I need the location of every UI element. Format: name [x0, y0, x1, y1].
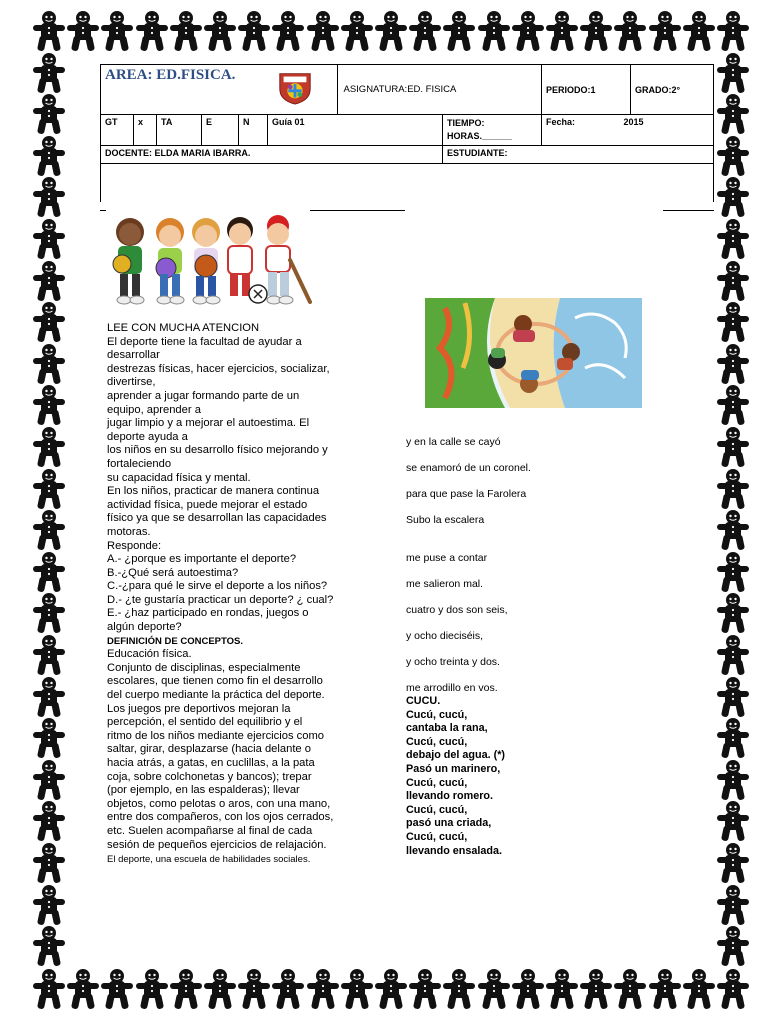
gingerbread-man-icon — [716, 52, 750, 94]
gingerbread-man-icon — [169, 968, 203, 1010]
guia-cell — [268, 115, 443, 146]
text-line: su capacidad física y mental. — [107, 471, 251, 484]
gingerbread-man-icon — [374, 968, 408, 1010]
ta-cell — [157, 115, 202, 146]
gingerbread-man-icon — [306, 968, 340, 1010]
text-line: divertirse, — [107, 376, 156, 389]
gingerbread-man-icon — [613, 10, 647, 52]
poem-line: y en la calle se cayó — [406, 436, 501, 448]
poem-line: para que pase la Farolera — [406, 488, 527, 500]
gingerbread-man-icon — [32, 218, 66, 260]
children-dancing-circle-illustration — [425, 298, 642, 408]
text-line: A.- ¿porque es importante el deporte? — [107, 553, 297, 566]
gingerbread-man-icon — [716, 676, 750, 718]
gingerbread-man-icon — [716, 968, 750, 1010]
text-line: C.-¿para qué le sirve el deporte a los niños? — [107, 580, 328, 593]
gingerbread-man-icon — [716, 301, 750, 343]
poem-line: y ocho treinta y dos. — [406, 656, 500, 668]
gingerbread-man-icon — [66, 10, 100, 52]
text-line: hacia atrás, a gatas, en cuclillas, a la pata — [107, 757, 315, 769]
text-line: Los juegos pre deportivos mejoran la — [107, 702, 291, 715]
gingerbread-man-icon — [648, 968, 682, 1010]
gingerbread-man-icon — [340, 10, 374, 52]
asignatura-cell — [337, 65, 542, 115]
gingerbread-man-icon — [169, 10, 203, 52]
footer-line: El deporte, una escuela de habilidades sociales. — [107, 854, 311, 866]
header-table — [100, 64, 714, 202]
gingerbread-man-icon — [716, 468, 750, 510]
gingerbread-man-icon — [716, 426, 750, 468]
gingerbread-man-icon — [477, 10, 511, 52]
gingerbread-man-icon — [271, 968, 305, 1010]
gingerbread-man-icon — [442, 968, 476, 1010]
text-line: LEE CON MUCHA ATENCION — [107, 322, 260, 334]
gingerbread-man-icon — [716, 509, 750, 551]
gingerbread-man-icon — [477, 968, 511, 1010]
song-line: Cucú, cucú, — [406, 735, 468, 748]
gingerbread-man-icon — [716, 343, 750, 385]
year-label: 2015 — [623, 117, 644, 127]
gingerbread-man-icon — [66, 968, 100, 1010]
gingerbread-man-icon — [32, 592, 66, 634]
n-cell — [239, 115, 268, 146]
gingerbread-man-icon — [32, 759, 66, 801]
gingerbread-man-icon — [100, 10, 134, 52]
poem-line: me arrodillo en vos. — [406, 682, 498, 694]
text-line: (por ejemplo, en las espalderas); llevar — [107, 784, 300, 797]
poem-line: me puse a contar — [406, 552, 488, 564]
gingerbread-man-icon — [237, 10, 271, 52]
text-line: saltar, girar, desplazarse (hacia delante o — [107, 743, 311, 756]
text-line: etc. Suelen acompañarse al final de cada — [107, 824, 313, 837]
gingerbread-man-icon — [32, 634, 66, 676]
gingerbread-man-icon — [716, 759, 750, 801]
blank-cell — [101, 164, 714, 202]
text-line: En los niños, practicar de manera continua — [107, 485, 320, 498]
area-title: AREA: ED.FISICA. — [105, 67, 236, 83]
text-line: actividad física, puede mejorar el estado — [107, 498, 308, 511]
gingerbread-man-icon — [716, 10, 750, 52]
song-line: pasó una criada, — [406, 817, 492, 830]
gingerbread-man-icon — [32, 10, 66, 52]
song-line: cantaba la rana, — [406, 722, 488, 735]
gingerbread-man-icon — [545, 10, 579, 52]
gt-cell — [101, 115, 134, 146]
kids-sports-illustration — [106, 210, 312, 308]
tiempo-cell — [442, 115, 541, 146]
grado-label: GRADO:2° — [635, 84, 681, 95]
text-line: aprender a jugar formando parte de un — [107, 389, 300, 402]
text-line: deporte ayuda a — [107, 430, 188, 443]
song-line: Cucú, cucú, — [406, 803, 468, 816]
gingerbread-man-icon — [579, 10, 613, 52]
gingerbread-man-icon — [32, 884, 66, 926]
gingerbread-man-icon — [32, 468, 66, 510]
gingerbread-man-icon — [32, 676, 66, 718]
gingerbread-man-icon — [374, 10, 408, 52]
gingerbread-man-icon — [32, 509, 66, 551]
gingerbread-man-icon — [716, 634, 750, 676]
gingerbread-man-icon — [682, 10, 716, 52]
periodo-label: PERIODO:1 — [546, 84, 596, 95]
gingerbread-man-icon — [203, 10, 237, 52]
gingerbread-man-icon — [306, 10, 340, 52]
ta-label: TA — [161, 117, 173, 127]
grado-cell — [631, 65, 714, 115]
gingerbread-man-icon — [716, 842, 750, 884]
gingerbread-man-icon — [32, 842, 66, 884]
gingerbread-man-icon — [32, 176, 66, 218]
text-line: objetos, como pelotas o aros, con una mano, — [107, 797, 331, 810]
text-line: Responde: — [107, 539, 162, 552]
gingerbread-man-icon — [32, 968, 66, 1010]
x-cell — [134, 115, 157, 146]
song-line: debajo del agua. (*) — [406, 749, 505, 762]
gingerbread-man-icon — [716, 884, 750, 926]
poem-line: cuatro y dos son seis, — [406, 604, 508, 616]
gingerbread-man-icon — [32, 93, 66, 135]
divider — [310, 210, 405, 211]
text-line: El deporte tiene la facultad de ayudar a — [107, 335, 302, 348]
gingerbread-man-icon — [32, 135, 66, 177]
gingerbread-man-icon — [716, 717, 750, 759]
estudiante-cell — [442, 146, 713, 164]
gingerbread-man-icon — [716, 260, 750, 302]
section-subheading: DEFINICIÓN DE CONCEPTOS. — [107, 635, 244, 647]
poem-line: se enamoró de un coronel. — [406, 462, 531, 474]
divider — [663, 210, 714, 211]
text-line: escolares, que tienen como fin el desarrollo — [107, 675, 323, 688]
gt-label: GT — [105, 117, 118, 127]
gingerbread-man-icon — [511, 968, 545, 1010]
left-text-column — [107, 322, 365, 867]
text-line: equipo, aprender a — [107, 403, 201, 416]
poem-line: me salieron mal. — [406, 578, 484, 590]
text-line: D.- ¿te gustaría practicar un deporte? ¿ cual? — [107, 593, 334, 606]
gingerbread-man-icon — [716, 93, 750, 135]
horas-label: HORAS.______ — [446, 131, 513, 141]
text-line: del cuerpo mediante la práctica del deporte. — [107, 689, 325, 702]
poem-line: y ocho dieciséis, — [406, 630, 484, 642]
text-line: ritmo de los niños mediante ejercicios como — [107, 729, 325, 742]
gingerbread-man-icon — [545, 968, 579, 1010]
text-line: sesión de pequeños ejercicios de relajación. — [107, 838, 327, 851]
gingerbread-man-icon — [271, 10, 305, 52]
text-line: motoras. — [107, 525, 151, 538]
gingerbread-man-icon — [32, 384, 66, 426]
text-line: B.-¿Qué será autoestima? — [107, 566, 239, 579]
gingerbread-man-icon — [340, 968, 374, 1010]
text-line: desarrollar — [107, 349, 160, 362]
gingerbread-man-icon — [716, 384, 750, 426]
gingerbread-man-icon — [135, 968, 169, 1010]
fecha-label: Fecha: — [545, 117, 575, 127]
text-line: los niños en su desarrollo físico mejorando y — [107, 444, 328, 457]
gingerbread-man-icon — [203, 968, 237, 1010]
gingerbread-man-icon — [682, 968, 716, 1010]
poem-line: Subo la escalera — [406, 514, 485, 526]
gingerbread-man-icon — [511, 10, 545, 52]
gingerbread-man-icon — [32, 52, 66, 94]
gingerbread-man-icon — [408, 968, 442, 1010]
gingerbread-man-icon — [716, 551, 750, 593]
text-line: físico ya que se desarrollan las capacidades — [107, 512, 327, 525]
n-label: N — [243, 117, 250, 127]
gingerbread-man-icon — [237, 968, 271, 1010]
gingerbread-man-icon — [408, 10, 442, 52]
x-label: x — [138, 117, 144, 127]
gingerbread-man-icon — [648, 10, 682, 52]
gingerbread-man-icon — [716, 176, 750, 218]
text-line: E.- ¿haz participado en rondas, juegos o — [107, 607, 309, 620]
docente-cell — [101, 146, 443, 164]
gingerbread-man-icon — [32, 800, 66, 842]
gingerbread-man-icon — [32, 343, 66, 385]
song-line: Cucú, cucú, — [406, 776, 468, 789]
gingerbread-man-icon — [32, 925, 66, 967]
text-line: jugar limpio y a mejorar el autoestima. El — [107, 417, 310, 430]
gingerbread-man-icon — [579, 968, 613, 1010]
text-line: entre dos compañeros, con los ojos cerrados, — [107, 811, 334, 824]
gingerbread-man-icon — [100, 968, 134, 1010]
gingerbread-man-icon — [135, 10, 169, 52]
text-line: coja, sobre colchonetas y bancos); trepar — [107, 770, 312, 783]
song-line: llevando ensalada. — [406, 844, 503, 857]
gingerbread-man-icon — [32, 551, 66, 593]
song-line: CUCU. — [406, 695, 441, 707]
reading-text — [107, 322, 365, 635]
gingerbread-man-icon — [613, 968, 647, 1010]
gingerbread-man-icon — [716, 800, 750, 842]
text-line: destrezas físicas, hacer ejercicios, socializar, — [107, 362, 330, 375]
song-line: llevando romero. — [406, 790, 493, 803]
periodo-cell — [542, 65, 631, 115]
area-cell — [101, 65, 338, 115]
e-cell — [202, 115, 239, 146]
gingerbread-man-icon — [32, 260, 66, 302]
gingerbread-man-icon — [716, 218, 750, 260]
song-line: Cucú, cucú, — [406, 708, 468, 721]
tiempo-label: TIEMPO: — [446, 118, 485, 128]
estudiante-label: ESTUDIANTE: — [446, 148, 508, 158]
guia-label: Guía 01 — [272, 117, 305, 127]
gingerbread-man-icon — [716, 592, 750, 634]
docente-label: DOCENTE: ELDA MARIA IBARRA. — [105, 148, 251, 158]
text-line: Educación física. — [107, 648, 192, 661]
fecha-cell — [541, 115, 713, 146]
text-line: algún deporte? — [107, 621, 182, 634]
gingerbread-man-icon — [716, 925, 750, 967]
song-line: Pasó un marinero, — [406, 763, 501, 775]
song-line: Cucú, cucú, — [406, 831, 468, 843]
e-label: E — [206, 117, 213, 127]
asignatura-label: ASIGNATURA:ED. FISICA — [343, 84, 457, 95]
definition-text — [107, 648, 365, 852]
text-line: fortaleciendo — [107, 457, 172, 470]
gingerbread-man-icon — [716, 135, 750, 177]
gingerbread-man-icon — [32, 426, 66, 468]
gingerbread-man-icon — [32, 717, 66, 759]
text-line: Conjunto de disciplinas, especialmente — [107, 661, 301, 674]
gingerbread-man-icon — [32, 301, 66, 343]
text-line: percepción, el sentido del equilibrio y el — [107, 716, 303, 729]
gingerbread-man-icon — [442, 10, 476, 52]
